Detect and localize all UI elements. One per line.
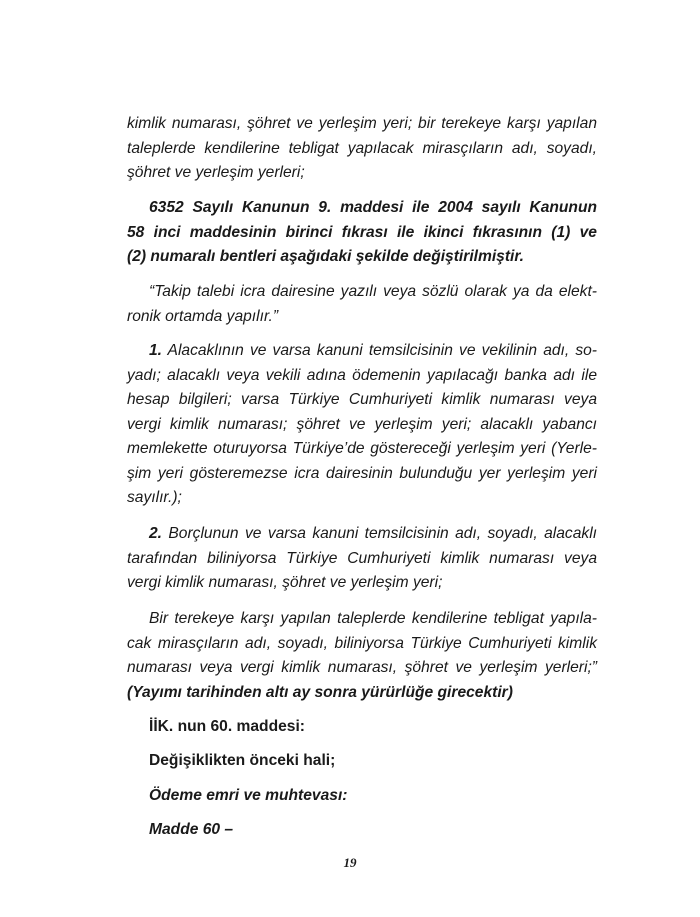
page-number: 19 bbox=[343, 855, 357, 870]
text-line: hesap bilgileri; varsa Türkiye Cumhuriyeti kimlik numarası veya bbox=[127, 391, 597, 408]
text-fragment: Alacaklının ve varsa kanuni temsilcisinin ve vekilinin adı, so- bbox=[162, 342, 597, 359]
text-line: cak mirasçıların adı, soyadı, biliniyorsa Türkiye Cumhuriyeti kimlik bbox=[127, 634, 597, 652]
text-line: şöhret ve yerleşim yerleri; bbox=[127, 164, 305, 181]
heading-line: Madde 60 – bbox=[149, 821, 234, 838]
text-line: taleplerde kendilerine tebligat yapılacak mirasçıların adı, soyadı, bbox=[127, 139, 597, 157]
article-title bbox=[127, 784, 597, 809]
paragraph-continuation bbox=[127, 112, 597, 186]
item-number: 2. bbox=[149, 525, 163, 542]
section-subheading bbox=[127, 749, 597, 774]
text-line: yadı; alacaklı veya vekili adına ödemenin yapılacağı banka adı ile bbox=[127, 366, 597, 384]
text-line: tarafından biliniyorsa Türkiye Cumhuriyeti kimlik numarası veya bbox=[127, 549, 597, 567]
heading-line: Değişiklikten önceki hali; bbox=[149, 752, 336, 769]
text-line: 6352 Sayılı Kanunun 9. maddesi ile 2004 sayılı Kanunun bbox=[149, 199, 597, 216]
text-line bbox=[127, 522, 597, 547]
text-line: vergi kimlik numarası; şöhret ve yerleşim yeri; alacaklı yabancı bbox=[127, 415, 597, 433]
item-number: 1. bbox=[149, 342, 163, 359]
item-1-paragraph bbox=[127, 339, 597, 511]
text-line: şim yeri gösteremezse icra dairesinin bulunduğu yer yerleşim yeri bbox=[127, 464, 597, 482]
article-number bbox=[127, 818, 597, 843]
estate-paragraph bbox=[127, 607, 597, 705]
section-heading bbox=[127, 715, 597, 740]
text-line: ronik ortamda yapılır.” bbox=[127, 307, 279, 325]
text-line: numarası veya vergi kimlik numarası, şöhret ve yerleşim yerleri;” bbox=[127, 659, 597, 676]
quote-paragraph bbox=[127, 280, 597, 329]
heading-line: Ödeme emri ve muhtevası: bbox=[149, 787, 348, 804]
text-line bbox=[127, 339, 597, 364]
item-2-paragraph bbox=[127, 522, 597, 596]
amendment-heading bbox=[127, 196, 597, 270]
heading-line: İİK. nun 60. maddesi: bbox=[149, 718, 305, 735]
text-line: (2) numaralı bentleri aşağıdaki şekilde değiştirilmiştir. bbox=[127, 248, 524, 265]
text-line: Bir terekeye karşı yapılan taleplerde kendilerine tebligat yapıla- bbox=[149, 610, 597, 627]
text-line: “Takip talebi icra dairesine yazılı veya sözlü olarak ya da elekt- bbox=[149, 283, 597, 300]
text-line: sayılır.); bbox=[127, 489, 182, 506]
text-fragment: Borçlunun ve varsa kanuni temsilcisinin adı, soyadı, alacaklı bbox=[162, 525, 597, 542]
text-line: 58 inci maddesinin birinci fıkrası ile ikinci fıkrasının (1) ve bbox=[127, 223, 597, 241]
effective-date-note: (Yayımı tarihinden altı ay sonra yürürlüğe girecektir) bbox=[127, 683, 513, 701]
text-line: vergi kimlik numarası, şöhret ve yerleşim yeri; bbox=[127, 574, 443, 591]
text-line: kimlik numarası, şöhret ve yerleşim yeri; bir terekeye karşı yapılan bbox=[127, 115, 597, 132]
text-line: memlekette oturuyorsa Türkiye’de göstereceği yerleşim yeri (Yerle- bbox=[127, 440, 597, 457]
